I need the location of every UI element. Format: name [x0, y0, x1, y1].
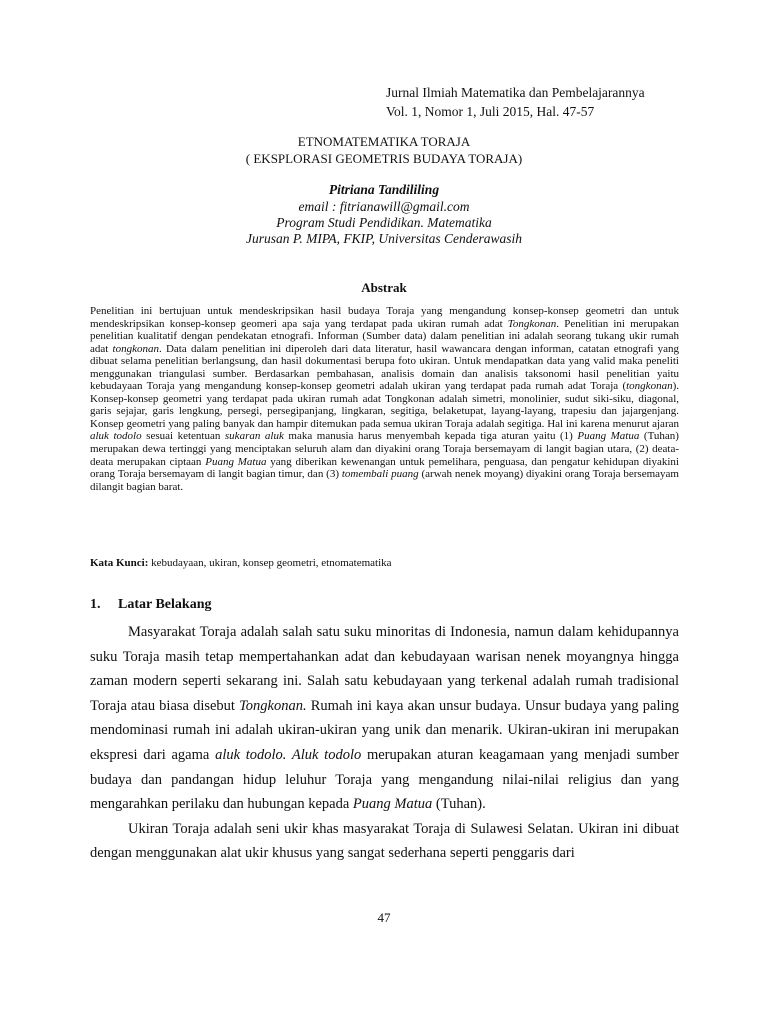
journal-header	[386, 83, 645, 121]
author-program: Program Studi Pendidikan. Matematika	[276, 215, 492, 230]
journal-volume: Vol. 1, Nomor 1, Juli 2015, Hal. 47-57	[386, 104, 595, 119]
author-name: Pitriana Tandililing	[328, 182, 440, 197]
body-text	[90, 620, 679, 866]
section-heading	[90, 597, 211, 613]
abstract-heading: Abstrak	[361, 280, 407, 295]
paragraph-2: Ukiran Toraja adalah seni ukir khas masyarakat Toraja di Sulawesi Selatan. Ukiran ini dibuat dengan menggunakan alat ukir khusus yang sangat sederhana seperti penggaris dari	[90, 820, 679, 862]
keywords-label: Kata Kunci:	[90, 557, 149, 569]
paragraph-1: Masyarakat Toraja adalah salah satu suku minoritas di Indonesia, namun dalam kehidupannya suku Toraja masih tetap mempertahankan adat dan kebudayaan warisan nenek moyangnya hingga zaman modern seperti sekarang ini. Salah satu kebudayaan yang terkenal adalah rumah tradisional Toraja atau biasa disebut Tongkonan. Rumah ini kaya akan unsur budaya. Unsur budaya yang paling mendominasi rumah ini adalah ukiran-ukiran yang unik dan menarik. Ukiran-ukiran ini merupakan ekspresi dari agama aluk todolo. Aluk todolo merupakan aturan keagamaan yang menjadi sumber budaya dan pandangan hidup leluhur Toraja yang mengandung nilai-nilai religius dan yang mengarahkan perilaku dan hubungan kepada Puang Matua (Tuhan).	[90, 624, 680, 813]
page-number: 47	[377, 910, 391, 925]
paper-subtitle: ( EKSPLORASI GEOMETRIS BUDAYA TORAJA)	[245, 151, 523, 166]
section-number: 1.	[90, 597, 101, 612]
journal-name: Jurnal Ilmiah Matematika dan Pembelajarannya	[386, 85, 645, 100]
keywords-text: kebudayaan, ukiran, konsep geometri, etnomatematika	[148, 557, 392, 569]
section-title: Latar Belakang	[118, 597, 212, 612]
author-email: email : fitrianawill@gmail.com	[298, 199, 470, 214]
author-department: Jurusan P. MIPA, FKIP, Universitas Cenderawasih	[246, 231, 522, 246]
keywords	[90, 557, 392, 569]
abstract-body: Penelitian ini bertujuan untuk mendeskripsikan hasil budaya Toraja yang mengandung konsep-konsep geometri dan untuk mendeskripsikan konsep-konsep geomeri apa saja yang terdapat pada ukiran rumah adat Tongkonan. Penelitian ini merupakan penelitian kualitatif dengan pendekatan etnografi. Informan (Sumber data) dalam penelitian ini adalah seorang tukang ukir rumah adat tongkonan. Data dalam penelitian ini diperoleh dari data literatur, hasil wawancara dengan informan, catatan etnografi yang dibuat selama penelitian berlangsung, dan hasil dokumentasi berupa foto ukiran. Untuk mendapatkan data yang valid maka peneliti menggunakan triangulasi sumber. Berdasarkan pembahasan, analisis domain dan analisis taksonomi hasil penelitian yaitu kebudayaan Toraja yang mengandung konsep-konsep geometri adalah ukiran yang terdapat pada rumah adat Toraja (tongkonan). Konsep-konsep geometri yang terdapat pada ukiran rumah adat Tongkonan adalah simetri, monolinier, sudut siki-siku, diagonal, garis sejajar, garis lengkung, persegi, persegipanjang, lingkaran, segitiga, belaketupat, layang-layang, trapesiu dan jajargenjang. Konsep geometri yang paling banyak dan hampir ditemukan pada semua ukiran Toraja adalah segitiga. Hal ini karena menurut ajaran aluk todolo sesuai ketentuan sukaran aluk maka manusia harus menyembah kepada tiga aturan yaitu (1) Puang Matua (Tuhan) merupakan dewa tertinggi yang menciptakan seluruh alam dan diyakini orang Toraja bersemayam di langit bagian utara, (2) deata-deata merupakan ciptaan Puang Matua yang diberikan kewenangan untuk pemelihara, penguasa, dan pengatur kehidupan diyakini orang Toraja bersemayam di langit bagian timur, dan (3) tomembali puang (arwah nenek moyang) diyakini orang Toraja bersemayam dilangit bagian barat.	[90, 305, 680, 493]
paper-title: ETNOMATEMATIKA TORAJA	[297, 134, 471, 149]
